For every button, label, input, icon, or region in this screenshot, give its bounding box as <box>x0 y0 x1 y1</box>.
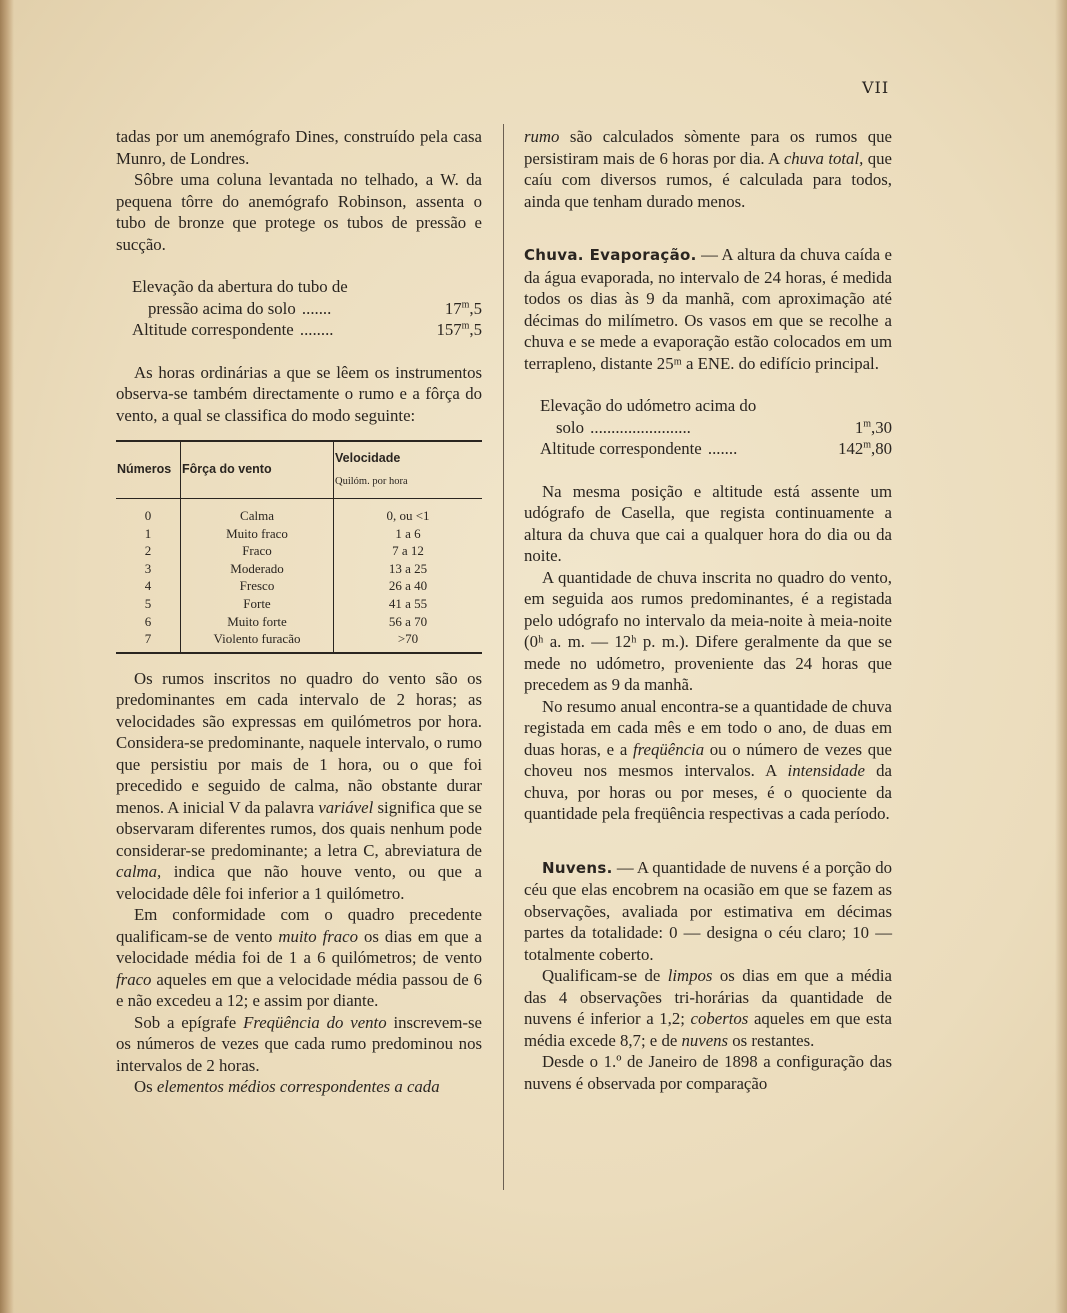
page-number: VII <box>862 78 890 97</box>
data-row: Altitude correspondente ........ 157$^m$,5 <box>132 320 482 339</box>
data-label: Elevação da abertura do tubo de <box>132 277 348 296</box>
paragraph: Sob a epígrafe Freqüência do vento inscrevem-se os números de vezes que cada rumo predominou nos intervalos de 2 horas. <box>116 1012 482 1075</box>
table-cell: 56 a 70 <box>388 613 428 629</box>
column-divider <box>503 124 504 1190</box>
table-cell: 6 <box>116 613 181 631</box>
right-column <box>524 126 892 1094</box>
table-header: Velocidade Quilóm. por hora <box>335 450 408 487</box>
paragraph: rumo são calculados sòmente para os rumos que persistiram mais de 6 horas por dia. A chuva total, que caíu com diversos rumos, é calculada para todos, ainda que tenham durado menos. <box>524 127 892 211</box>
udometer-elevation-block <box>524 395 892 460</box>
table-row <box>116 595 482 613</box>
data-row: Altitude correspondente ....... 142$^m$,80 <box>540 439 892 458</box>
paragraph: Sôbre uma coluna levantada no telhado, a W. da pequena tôrre do anemógrafo Robinson, assenta o tubo de bronze que protege os tubos de pressão e sucção. <box>116 170 482 254</box>
table-cell: Violento furacão <box>181 630 334 653</box>
table-row <box>116 499 482 525</box>
table-cell: 7 <box>116 630 181 653</box>
paragraph: Na mesma posição e altitude está assente um udógrafo de Casella, que regista continuamente a altura da chuva que cai a qualquer hora do dia ou da noite. <box>524 481 892 565</box>
data-value: 17$^m$,5 <box>444 298 482 318</box>
paragraph: Desde o 1.º de Janeiro de 1898 a configuração das nuvens é observada por comparação <box>524 1052 892 1093</box>
table-cell: 4 <box>116 577 181 595</box>
data-value: 142$^m$,80 <box>838 439 892 458</box>
table-header: Números <box>116 441 181 499</box>
table-cell: 0, ou <1 <box>386 508 430 523</box>
table-cell: 1 <box>116 525 181 543</box>
table-cell: Forte <box>181 595 334 613</box>
data-label: Elevação do udómetro acima do <box>540 396 757 415</box>
table-cell: Calma <box>181 499 334 525</box>
table-cell: 13 a 25 <box>388 560 428 576</box>
paragraph: As horas ordinárias a que se lêem os instrumentos observa-se também directamente o rumo e a fôrça do vento, a qual se classifica do modo seguinte: <box>116 362 482 425</box>
anemometer-elevation-block <box>116 276 482 341</box>
table-cell: 3 <box>116 560 181 578</box>
section-heading: Chuva. Evaporação. <box>524 246 697 264</box>
table-cell: Fresco <box>181 577 334 595</box>
table-cell: 26 a 40 <box>388 578 428 594</box>
table-cell: 1 a 6 <box>395 525 421 541</box>
table-row <box>116 630 482 653</box>
table-cell: 7 a 12 <box>392 543 424 559</box>
data-row: solo ........................ 1$^m$,30 <box>556 417 892 437</box>
table-cell: >70 <box>397 631 419 647</box>
table-cell: 5 <box>116 595 181 613</box>
table-row <box>116 613 482 631</box>
table-cell: Muito forte <box>181 613 334 631</box>
table-header: Fôrça do vento <box>181 441 334 499</box>
page-edge-shadow <box>1055 0 1067 1313</box>
data-row: pressão acima do solo ....... 17$^m$,5 <box>148 298 482 318</box>
section-nuvens: Nuvens. — A quantidade de nuvens é a porção do céu que elas encobrem na ocasião em que se fazem as observações, avaliada por estimativa em décimas partes da totalidade: 0 — designa o céu claro; 10 — totalmente coberto. <box>524 857 892 964</box>
paragraph: No resumo anual encontra-se a quantidade de chuva registada em cada mês e em todo o ano, de duas em duas horas, e a freqüência ou o número de vezes que choveu nos mesmos intervalos. A intensidade da chuva, por horas ou por meses, é o quociente da quantidade pela freqüência respectivas a cada período. <box>524 696 892 823</box>
paragraph: Os elementos médios correspondentes a cada <box>134 1077 440 1097</box>
table-row <box>116 542 482 560</box>
paragraph: Em conformidade com o quadro precedente qualificam-se de vento muito fraco os dias em que a velocidade média foi de 1 a 6 quilómetros; de vento fraco aqueles em que a velocidade média passou de 6 e não excedeu a 12; e assim por diante. <box>116 905 483 1011</box>
section-heading: Nuvens. <box>542 858 613 877</box>
paragraph: Qualificam-se de limpos os dias em que a média das 4 observações tri-horárias da quantidade de nuvens é inferior a 1,2; cobertos aqueles em que esta média excede 8,7; e de nuvens os restantes. <box>524 966 893 1050</box>
table-cell: 41 a 55 <box>388 595 428 611</box>
page-spine-shadow <box>0 0 14 1313</box>
data-value: 1$^m$,30 <box>854 417 892 437</box>
left-column <box>116 126 482 1098</box>
table-cell: 0 <box>116 499 181 525</box>
table-cell: 2 <box>116 542 181 560</box>
data-value: 157$^m$,5 <box>436 320 482 339</box>
paragraph: tadas por um anemógrafo Dines, construído pela casa Munro, de Londres. <box>116 127 482 168</box>
table-cell: Muito fraco <box>181 525 334 543</box>
table-cell: Moderado <box>181 560 334 578</box>
section-chuva: Chuva. Evaporação. — A altura da chuva caída e da água evaporada, no intervalo de 24 horas, é medida todos os dias às 9 da manhã, com aproximação até décimas do milímetro. Os vasos em que se recolhe a chuva e se mede a evaporação estão colocados em um terrapleno, distante 25ᵐ a ENE. do edifício principal. <box>524 245 893 373</box>
table-row <box>116 560 482 578</box>
table-row <box>116 525 482 543</box>
paragraph: A quantidade de chuva inscrita no quadro do vento, em seguida aos rumos predominantes, é a registada pelo udógrafo no intervalo da meia-noite à meia-noite (0ʰ a. m. — 12ʰ p. m.). Difere geralmente da que se mede no udómetro, proveniente das 24 horas que precedem as 9 da manhã. <box>524 567 892 694</box>
table-row <box>116 577 482 595</box>
wind-force-table <box>116 440 482 654</box>
paragraph: Os rumos inscritos no quadro do vento são os predominantes em cada intervalo de 2 horas; as velocidades são expressas em quilómetros por hora. Considera-se predominante, naquele intervalo, o rumo que persistiu por mais de 1 hora, ou o que foi precedido e seguido de calma, não obstante durar menos. A inicial V da palavra variável significa que se observaram diferentes rumos, dos quais nenhum pode considerar-se predominante; a letra C, abreviatura de calma, indica que não houve vento, ou que a velocidade dêle foi inferior a 1 quilómetro. <box>116 668 482 903</box>
table-cell: Fraco <box>181 542 334 560</box>
